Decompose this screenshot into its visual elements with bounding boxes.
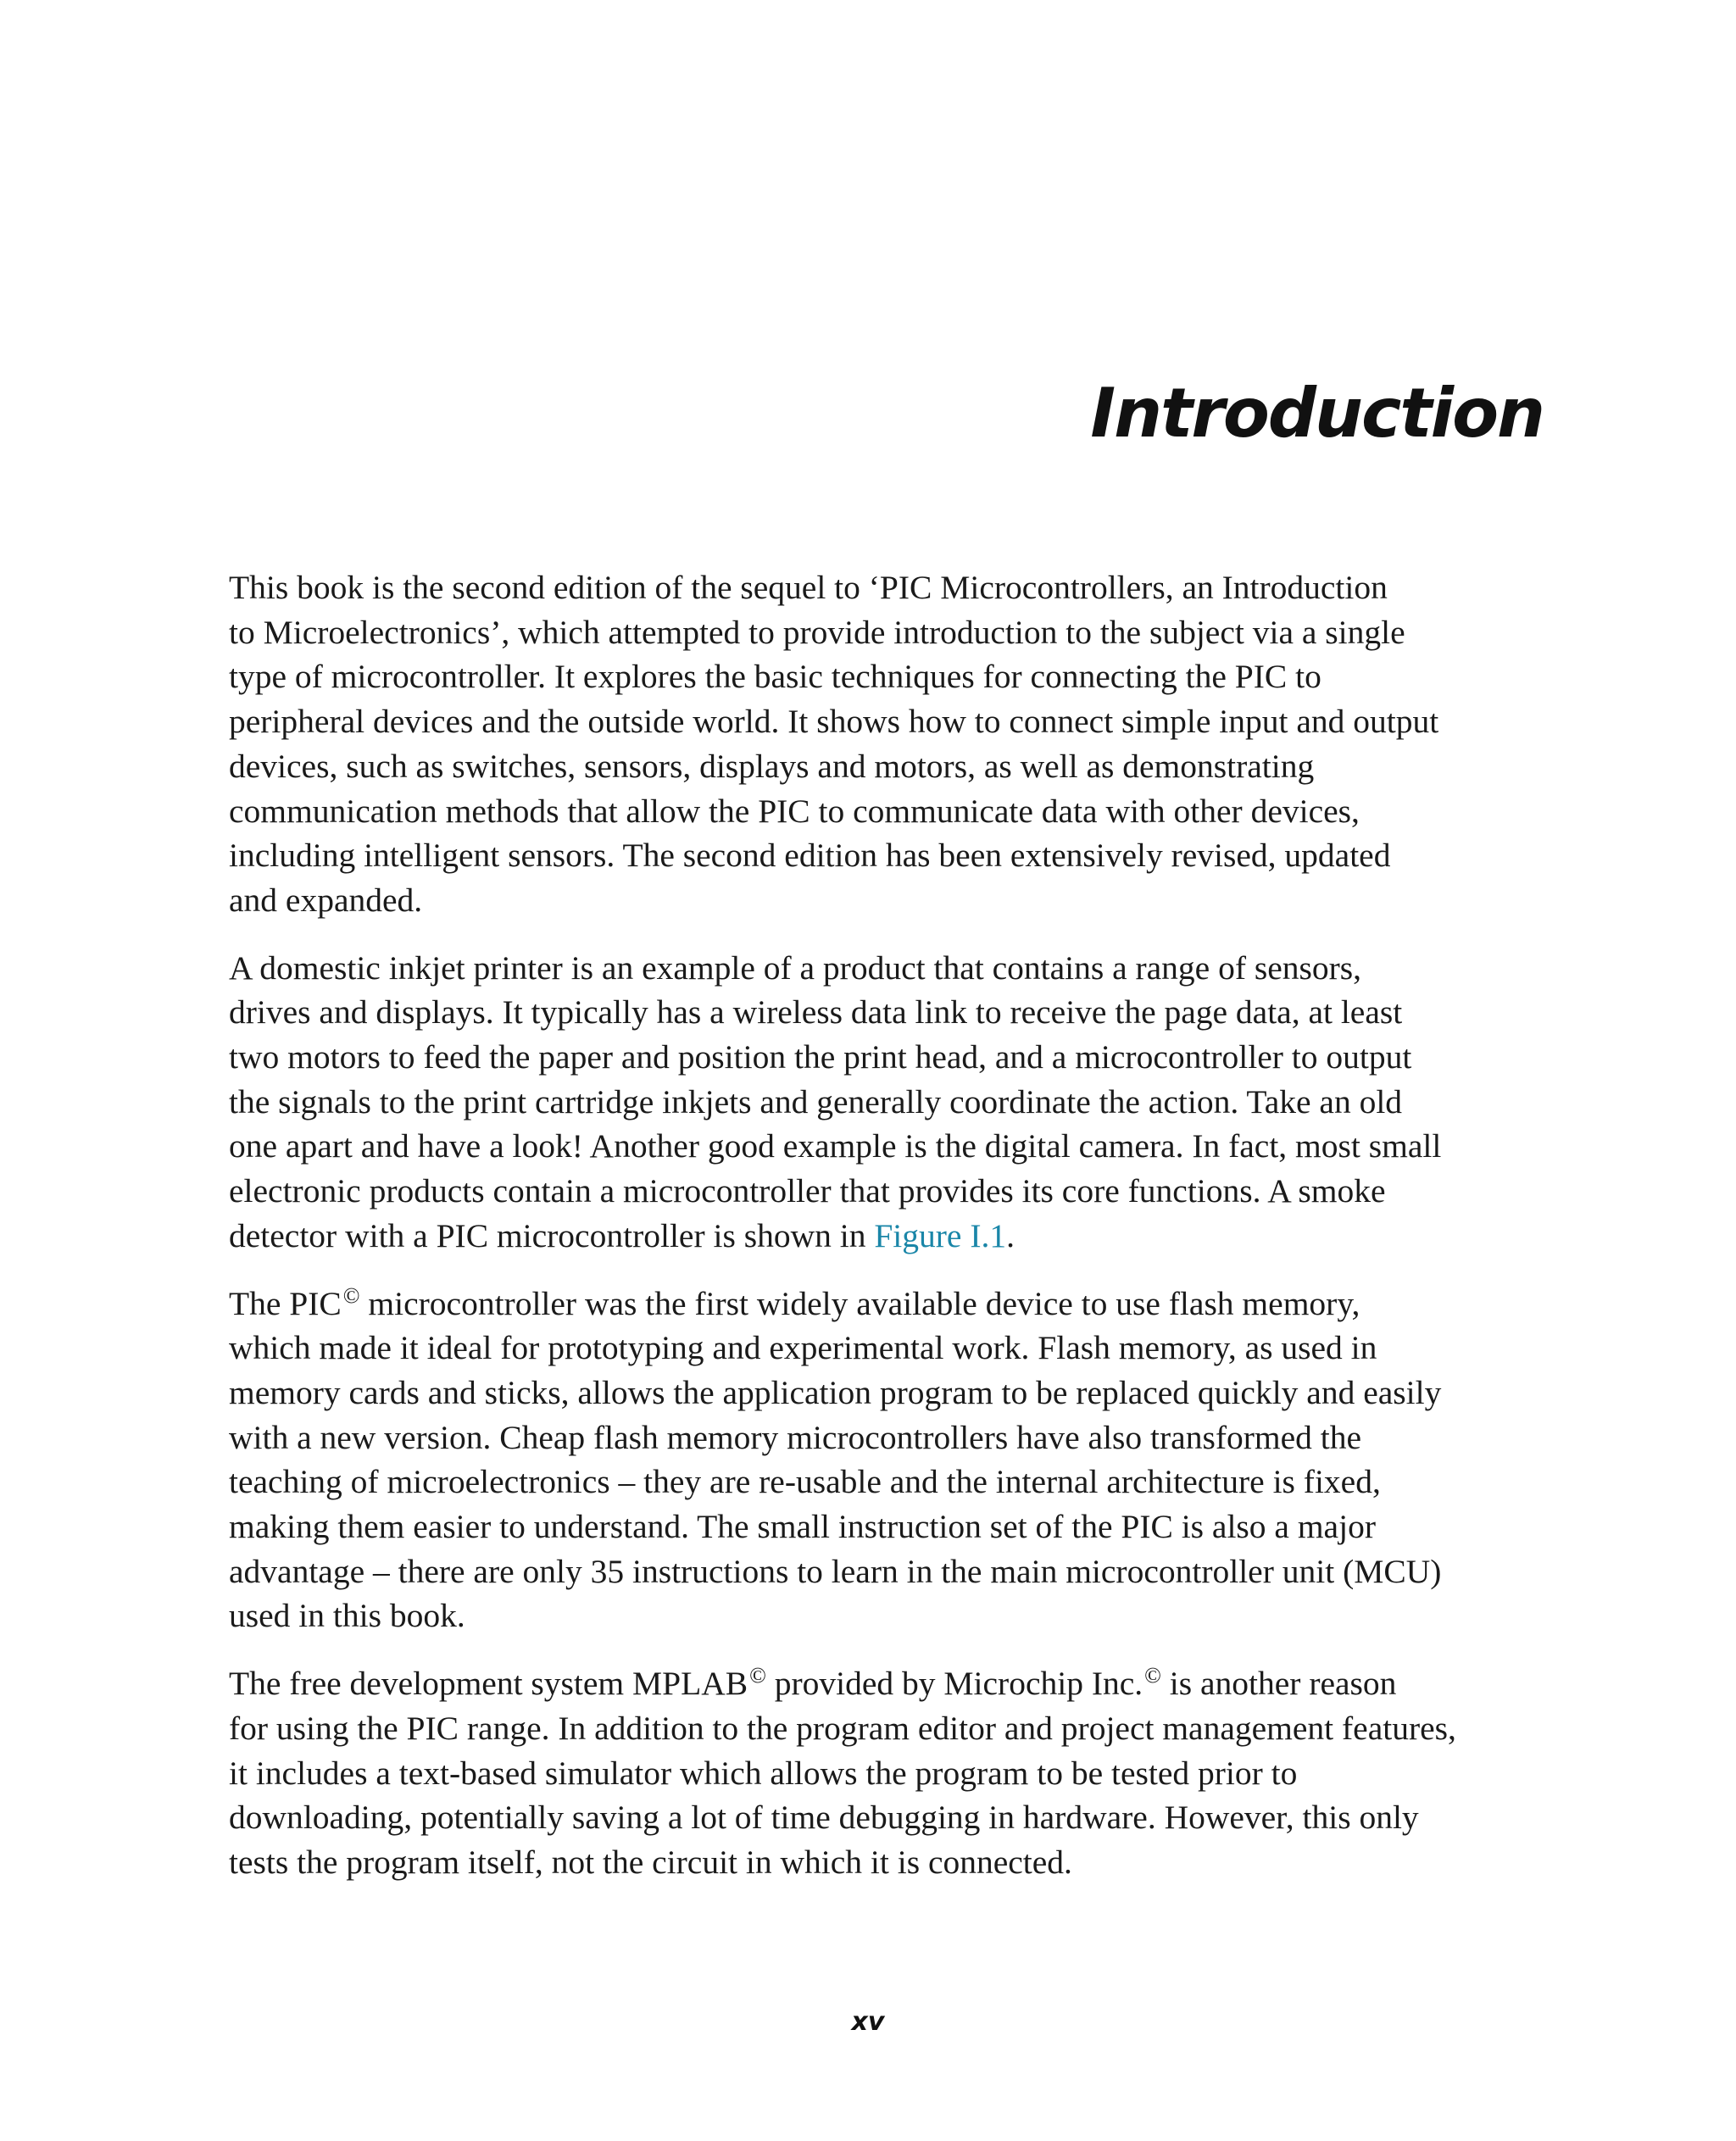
text-fragment: provided by Microchip Inc. xyxy=(765,1665,1143,1703)
text-line: making them easier to understand. The small instruction set of the PIC is also a major xyxy=(229,1508,1376,1546)
text-line: teaching of microelectronics – they are re-usable and the internal architecture is fixed, xyxy=(229,1463,1381,1501)
copyright-symbol: © xyxy=(749,1663,766,1688)
text-line xyxy=(229,1214,1551,1259)
text-fragment: microcontroller was the first widely available device to use flash memory, xyxy=(359,1284,1360,1322)
text-line: type of microcontroller. It explores the basic techniques for connecting the PIC to xyxy=(229,658,1321,696)
text-line xyxy=(229,1282,1551,1326)
text-line: one apart and have a look! Another good example is the digital camera. In fact, most small xyxy=(229,1127,1442,1165)
body-text xyxy=(229,565,1551,1908)
text-fragment: The PIC xyxy=(229,1284,342,1322)
text-line: electronic products contain a microcontroller that provides its core functions. A smoke xyxy=(229,1172,1386,1210)
text-line: A domestic inkjet printer is an example of a product that contains a range of sensors, xyxy=(229,948,1362,987)
chapter-title: Introduction xyxy=(1090,374,1544,453)
text-line: memory cards and sticks, allows the application program to be replaced quickly and easily xyxy=(229,1373,1442,1411)
text-line: used in this book. xyxy=(229,1597,465,1635)
text-line: the signals to the print cartridge inkjets and generally coordinate the action. Take an old xyxy=(229,1082,1403,1121)
text-line: advantage – there are only 35 instructions to learn in the main microcontroller unit (MCU) xyxy=(229,1552,1442,1590)
text-line xyxy=(229,1661,1551,1706)
text-line: communication methods that allow the PIC to communicate data with other devices, xyxy=(229,792,1360,830)
paragraph-2 xyxy=(229,946,1551,1259)
text-line: to Microelectronics’, which attempted to provide introduction to the subject via a single xyxy=(229,613,1405,651)
text-line: tests the program itself, not the circuit in which it is connected. xyxy=(229,1843,1072,1881)
paragraph-4 xyxy=(229,1661,1551,1885)
text-fragment: The free development system MPLAB xyxy=(229,1665,748,1703)
figure-link[interactable]: Figure I.1 xyxy=(874,1216,1007,1254)
text-line: for using the PIC range. In addition to the program editor and project management features, xyxy=(229,1709,1456,1747)
text-line: two motors to feed the paper and position the print head, and a microcontroller to output xyxy=(229,1038,1412,1076)
text-line: including intelligent sensors. The second edition has been extensively revised, updated xyxy=(229,837,1391,875)
text-line: which made it ideal for prototyping and experimental work. Flash memory, as used in xyxy=(229,1329,1377,1367)
text-fragment: detector with a PIC microcontroller is shown in xyxy=(229,1216,875,1254)
text-line: downloading, potentially saving a lot of time debugging in hardware. However, this only xyxy=(229,1799,1419,1837)
text-line: with a new version. Cheap flash memory microcontrollers have also transformed the xyxy=(229,1418,1362,1456)
text-line: devices, such as switches, sensors, displays and motors, as well as demonstrating xyxy=(229,747,1315,785)
text-line: This book is the second edition of the sequel to ‘PIC Microcontrollers, an Introduction xyxy=(229,569,1388,606)
paragraph-1 xyxy=(229,565,1551,923)
text-line: it includes a text-based simulator which allows the program to be tested prior to xyxy=(229,1754,1298,1792)
text-line: and expanded. xyxy=(229,881,423,919)
text-fragment: is another reason xyxy=(1160,1665,1397,1703)
text-line: drives and displays. It typically has a wireless data link to receive the page data, at least xyxy=(229,993,1403,1032)
page-number: xv xyxy=(851,2007,885,2037)
copyright-symbol: © xyxy=(1144,1663,1161,1688)
text-line: peripheral devices and the outside world. It shows how to connect simple input and output xyxy=(229,703,1439,741)
text-fragment: . xyxy=(1006,1216,1015,1254)
copyright-symbol: © xyxy=(342,1282,360,1308)
paragraph-3 xyxy=(229,1282,1551,1639)
